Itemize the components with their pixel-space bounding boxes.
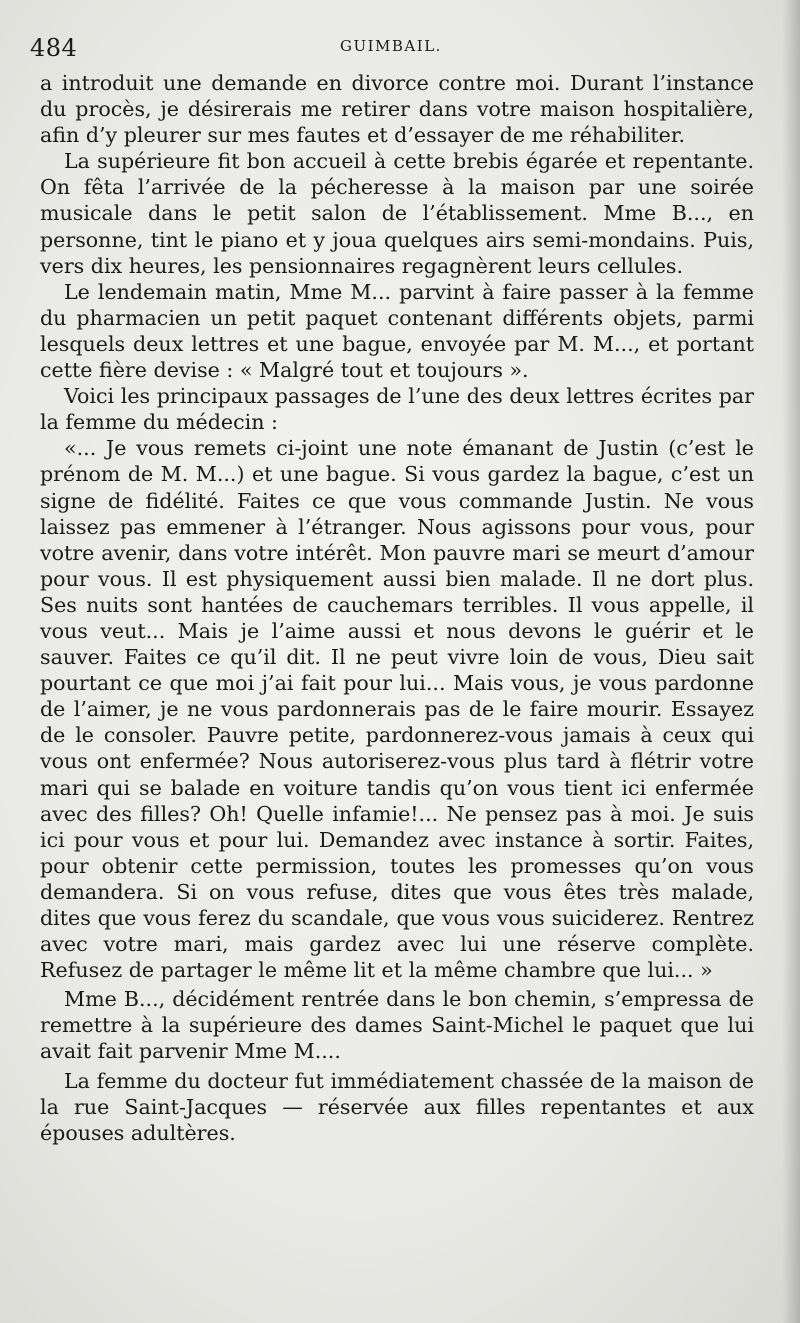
paragraph: La femme du docteur fut immédiatement chassée de la maison de la rue Saint-Jacques — réservée aux filles repentantes et aux épouses adultères. — [40, 1068, 754, 1145]
paragraph: Voici les principaux passages de l’une des deux lettres écrites par la femme du médecin : — [40, 384, 754, 435]
paragraph-continuation: a introduit une demande en divorce contre moi. Durant l’instance du procès, je désirerais me retirer dans votre maison hospitalière, afin d’y pleurer sur mes fautes et d’essayer de me réhabiliter. — [40, 71, 754, 148]
quoted-letter: «... Je vous remets ci-joint une note émanant de Justin (c’est le prénom de M. M...) et une bague. Si vous gardez la bague, c’est un signe de fidélité. Faites ce que vous commande Justin. Ne vous laissez pas emmener à l’étranger. Nous agissons pour vous, pour votre avenir, dans votre intérêt. Mon pauvre mari se meurt d’amour pour vous. Il est physiquement aussi bien malade. Il ne dort plus. Ses nuits sont hantées de cauchemars terribles. Il vous appelle, il vous veut... Mais je l’aime aussi et nous devons le guérir et le sauver. Faites ce qu’il dit. Il ne peut vivre loin de vous, Dieu sait pourtant ce que moi j’ai fait pour lui... Mais vous, je vous pardonne de l’aimer, je ne vous pardonnerais pas de le faire mourir. Essayez de le consoler. Pauvre petite, pardonnerez-vous jamais à ceux qui vous ont enfermée? Nous autoriserez-vous plus tard à flétrir votre mari qui se balade en voiture tandis qu’on vous tient ici enfermée avec des filles? Oh! Quelle infamie!... Ne pensez pas à moi. Je suis ici pour vous et pour lui. Demandez avec instance à sortir. Faites, pour obtenir cette permission, toutes les promesses qu’on vous demandera. Si on vous refuse, dites que vous êtes très malade, dites que vous ferez du scandale, que vous vous suiciderez. Rentrez avec votre mari, mais gardez avec lui une réserve complète. Refusez de partager le même lit et la même chambre que lui... » — [40, 436, 754, 983]
page-header — [30, 34, 760, 62]
paragraph: Mme B..., décidément rentrée dans le bon chemin, s’empressa de remettre à la supérieure des dames Saint-Michel le paquet que lui avait fait parvenir Mme M.... — [40, 987, 754, 1064]
paragraph: La supérieure fit bon accueil à cette brebis égarée et repentante. On fêta l’arrivée de la pécheresse à la maison par une soirée musicale dans le petit salon de l’établissement. Mme B..., en personne, tint le piano et y joua quelques airs semi-mondains. Puis, vers dix heures, les pensionnaires regagnèrent leurs cellules. — [40, 149, 754, 278]
paragraph: Le lendemain matin, Mme M... parvint à faire passer à la femme du pharmacien un petit paquet contenant différents objets, parmi lesquels deux lettres et une bague, envoyée par M. M..., et portant cette fière devise : « Malgré tout et toujours ». — [40, 279, 754, 383]
page-number: 484 — [30, 34, 78, 62]
body-text — [40, 70, 754, 1146]
running-head: GUIMBAIL. — [340, 37, 442, 55]
